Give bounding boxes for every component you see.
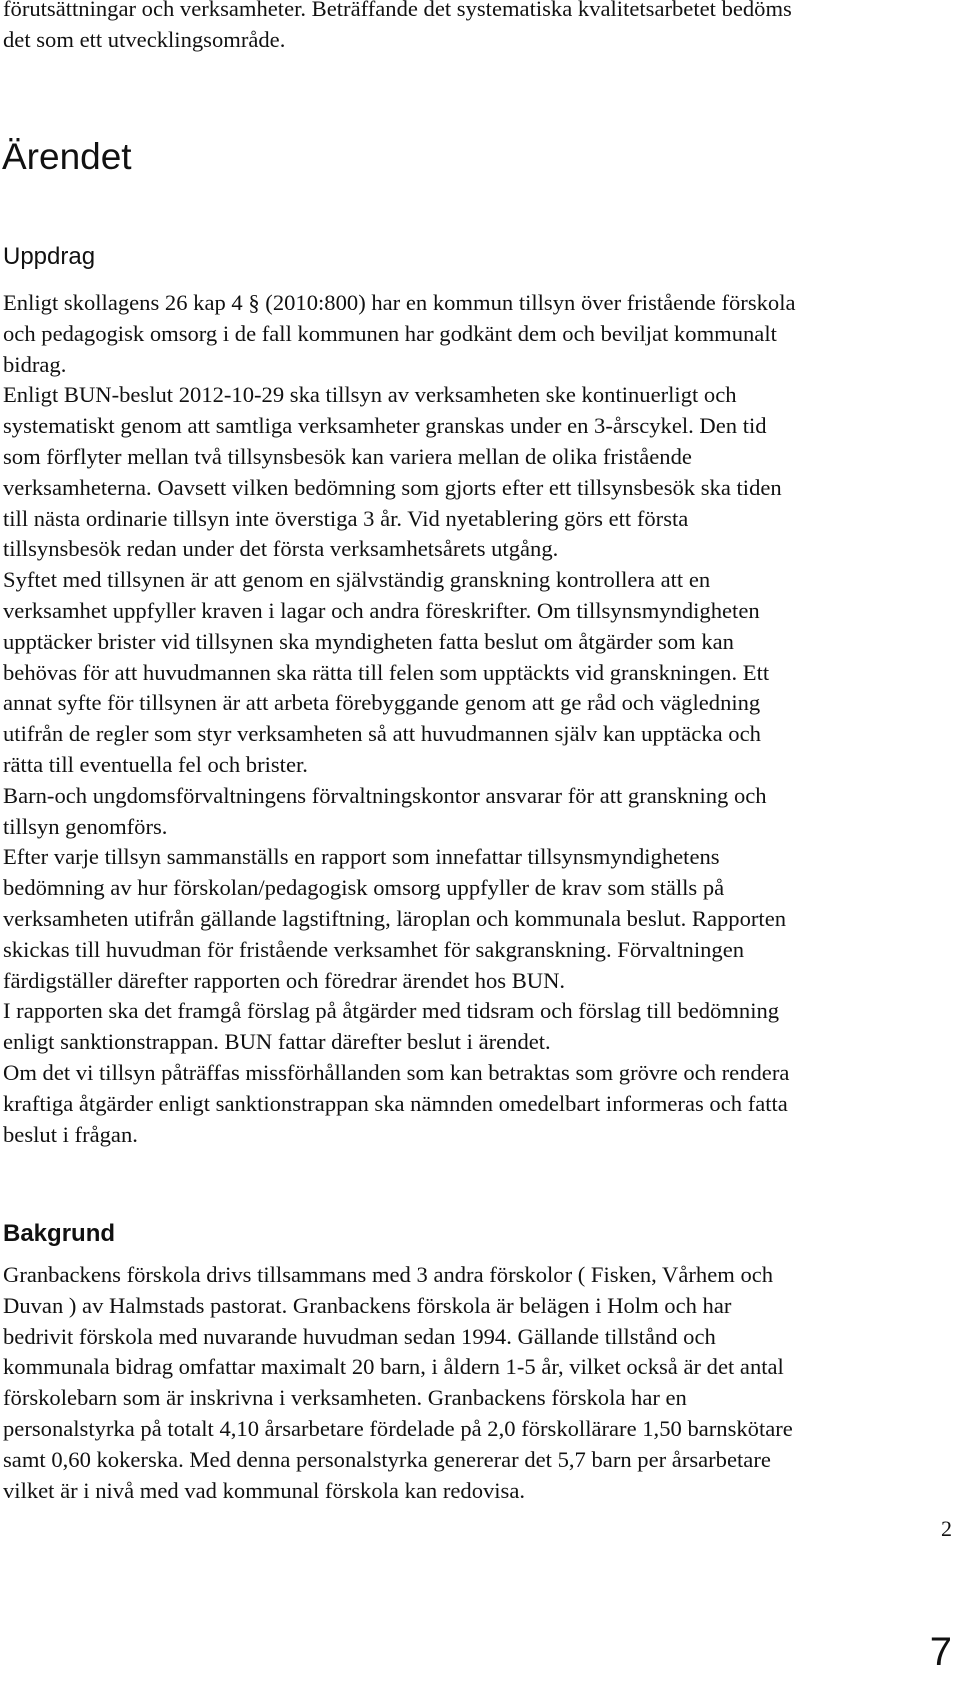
text-line: annat syfte för tillsynen är att arbeta förebyggande genom att ge råd och vägledning	[3, 690, 761, 716]
text-line: förskolebarn som är inskrivna i verksamheten. Granbackens förskola har en	[3, 1385, 687, 1411]
text-line: verksamheten utifrån gällande lagstiftning, läroplan och kommunala beslut. Rapporten	[3, 905, 787, 931]
text-line: utifrån de regler som styr verksamheten så att huvudmannen själv kan upptäcka och	[3, 721, 761, 747]
text-line: som förflyter mellan två tillsynsbesök kan variera mellan de olika fristående	[3, 443, 692, 469]
text-line: tillsynsbesök redan under det första verksamhetsårets utgång.	[3, 536, 559, 562]
text-line: och pedagogisk omsorg i de fall kommunen har godkänt dem och beviljat kommunalt	[3, 320, 777, 346]
heading-uppdrag: Uppdrag	[3, 243, 96, 270]
bakgrund-section-text	[3, 1260, 793, 1506]
text-line: vilket är i nivå med vad kommunal förskola kan redovisa.	[3, 1477, 526, 1503]
page-number: 2	[941, 1516, 952, 1541]
text-line: I rapporten ska det framgå förslag på åtgärder med tidsram och förslag till bedömning	[3, 998, 780, 1024]
intro-paragraph	[3, 0, 792, 56]
text-line: systematiskt genom att samtliga verksamheter granskas under en 3-årscykel. Den tid	[3, 413, 767, 439]
text-line: till nästa ordinarie tillsyn inte överstiga 3 år. Vid nyetablering görs ett första	[3, 505, 689, 531]
text-line: Barn-och ungdomsförvaltningens förvaltningskontor ansvarar för att granskning och	[3, 782, 767, 808]
footer-page-number: 7	[929, 1630, 952, 1674]
text-line: kraftiga åtgärder enligt sanktionstrappan ska nämnden omedelbart informeras och fatta	[3, 1090, 788, 1116]
text-line: förutsättningar och verksamheter. Beträffande det systematiska kvalitetsarbetet bedöms	[3, 0, 792, 21]
text-line: samt 0,60 kokerska. Med denna personalstyrka genererar det 5,7 barn per årsarbetare	[3, 1446, 771, 1472]
text-line: Enligt skollagens 26 kap 4 § (2010:800) har en kommun tillsyn över fristående förskola	[3, 290, 796, 315]
text-line: personalstyrka på totalt 4,10 årsarbetare fördelade på 2,0 förskollärare 1,50 barnskötare	[3, 1415, 793, 1441]
text-line: det som ett utvecklingsområde.	[3, 26, 286, 52]
text-line: verksamhet uppfyller kraven i lagar och andra föreskrifter. Om tillsynsmyndigheten	[3, 597, 760, 623]
text-line: färdigställer därefter rapporten och föredrar ärendet hos BUN.	[3, 967, 566, 993]
text-line: Om det vi tillsyn påträffas missförhållanden som kan betraktas som grövre och rendera	[3, 1059, 790, 1085]
text-line: behövas för att huvudmannen ska rätta till felen som upptäckts vid granskningen. Ett	[3, 659, 770, 685]
text-line: Syftet med tillsynen är att genom en självständig granskning kontrollera att en	[3, 567, 711, 593]
text-line: tillsyn genomförs.	[3, 813, 168, 839]
text-line: Enligt BUN-beslut 2012-10-29 ska tillsyn av verksamheten ske kontinuerligt och	[3, 382, 737, 408]
uppdrag-section-text	[3, 288, 796, 1150]
text-line: rätta till eventuella fel och brister.	[3, 751, 308, 777]
text-line: Granbackens förskola drivs tillsammans med 3 andra förskolor ( Fisken, Vårhem och	[3, 1262, 774, 1287]
text-line: bedrivit förskola med nuvarande huvudman sedan 1994. Gällande tillstånd och	[3, 1323, 716, 1349]
text-line: beslut i frågan.	[3, 1121, 138, 1147]
text-line: bidrag.	[3, 351, 67, 377]
text-line: kommunala bidrag omfattar maximalt 20 barn, i åldern 1-5 år, vilket också är det antal	[3, 1354, 784, 1380]
text-line: Efter varje tillsyn sammanställs en rapport som innefattar tillsynsmyndighetens	[3, 844, 720, 870]
text-line: bedömning av hur förskolan/pedagogisk omsorg uppfyller de krav som ställs på	[3, 875, 725, 901]
heading-bakgrund: Bakgrund	[3, 1220, 116, 1247]
text-line: verksamheterna. Oavsett vilken bedömning som gjorts efter ett tillsynsbesök ska tiden	[3, 474, 782, 500]
text-line: upptäcker brister vid tillsynen ska myndigheten fatta beslut om åtgärder som kan	[3, 628, 734, 654]
text-line: Duvan ) av Halmstads pastorat. Granbackens förskola är belägen i Holm och har	[3, 1292, 732, 1318]
text-line: enligt sanktionstrappan. BUN fattar därefter beslut i ärendet.	[3, 1029, 551, 1055]
heading-arendet: Ärendet	[2, 136, 132, 177]
text-line: skickas till huvudman för fristående verksamhet för sakgranskning. Förvaltningen	[3, 936, 745, 962]
